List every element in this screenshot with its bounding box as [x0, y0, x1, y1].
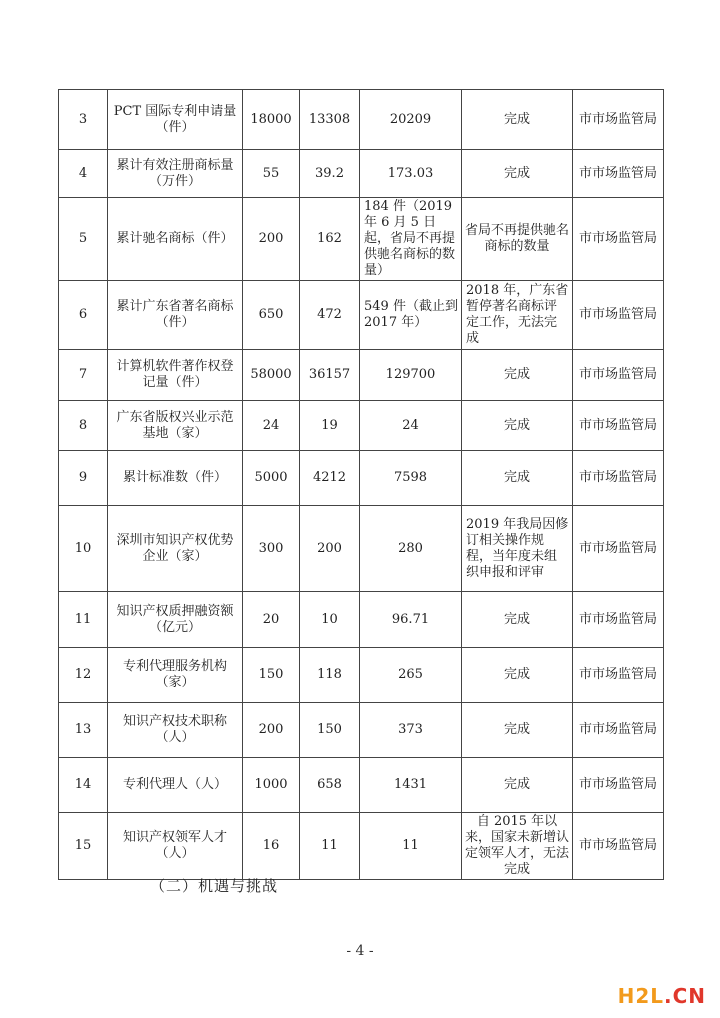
- target-value: 5000: [243, 451, 300, 506]
- table-row: [59, 401, 664, 451]
- base-value: 200: [300, 506, 360, 592]
- indicator-name: PCT 国际专利申请量（件）: [108, 90, 243, 150]
- base-value: 472: [300, 281, 360, 350]
- indicator-table: [58, 89, 664, 880]
- base-value: 118: [300, 648, 360, 703]
- actual-value: 24: [360, 401, 462, 451]
- completion-status: 完成: [462, 150, 573, 198]
- completion-status: 完成: [462, 592, 573, 648]
- responsible-dept: 市市场监管局: [573, 648, 664, 703]
- table-row: [59, 506, 664, 592]
- row-number: 6: [59, 281, 108, 350]
- table-row: [59, 281, 664, 350]
- responsible-dept: 市市场监管局: [573, 198, 664, 281]
- table-row: [59, 350, 664, 401]
- indicator-name: 深圳市知识产权优势企业（家）: [108, 506, 243, 592]
- base-value: 4212: [300, 451, 360, 506]
- indicator-name: 知识产权技术职称（人）: [108, 703, 243, 758]
- table-row: [59, 648, 664, 703]
- responsible-dept: 市市场监管局: [573, 350, 664, 401]
- target-value: 58000: [243, 350, 300, 401]
- row-number: 4: [59, 150, 108, 198]
- completion-status: 完成: [462, 648, 573, 703]
- indicator-name: 累计驰名商标（件）: [108, 198, 243, 281]
- actual-value: 7598: [360, 451, 462, 506]
- actual-value: 96.71: [360, 592, 462, 648]
- completion-status: 完成: [462, 401, 573, 451]
- responsible-dept: 市市场监管局: [573, 758, 664, 813]
- completion-status: 完成: [462, 350, 573, 401]
- completion-status: 完成: [462, 758, 573, 813]
- row-number: 9: [59, 451, 108, 506]
- indicator-name: 累计广东省著名商标（件）: [108, 281, 243, 350]
- site-watermark: [618, 984, 706, 1008]
- actual-value: 129700: [360, 350, 462, 401]
- table-row: [59, 758, 664, 813]
- actual-value: 265: [360, 648, 462, 703]
- row-number: 5: [59, 198, 108, 281]
- responsible-dept: 市市场监管局: [573, 281, 664, 350]
- completion-status: 省局不再提供驰名商标的数量: [462, 198, 573, 281]
- base-value: 36157: [300, 350, 360, 401]
- completion-status: 2018 年，广东省暂停著名商标评定工作，无法完成: [462, 281, 573, 350]
- indicator-name: 累计标准数（件）: [108, 451, 243, 506]
- target-value: 650: [243, 281, 300, 350]
- actual-value: 173.03: [360, 150, 462, 198]
- actual-value: 184 件（2019 年 6 月 5 日起，省局不再提供驰名商标的数量）: [360, 198, 462, 281]
- table-row: [59, 813, 664, 880]
- base-value: 10: [300, 592, 360, 648]
- watermark-part2: .CN: [663, 984, 706, 1008]
- table-row: [59, 592, 664, 648]
- row-number: 8: [59, 401, 108, 451]
- indicator-name: 广东省版权兴业示范基地（家）: [108, 401, 243, 451]
- target-value: 16: [243, 813, 300, 880]
- target-value: 200: [243, 198, 300, 281]
- completion-status: 完成: [462, 451, 573, 506]
- row-number: 13: [59, 703, 108, 758]
- target-value: 150: [243, 648, 300, 703]
- row-number: 12: [59, 648, 108, 703]
- base-value: 11: [300, 813, 360, 880]
- target-value: 55: [243, 150, 300, 198]
- table-row: [59, 703, 664, 758]
- row-number: 11: [59, 592, 108, 648]
- completion-status: 完成: [462, 90, 573, 150]
- completion-status: 完成: [462, 703, 573, 758]
- target-value: 1000: [243, 758, 300, 813]
- base-value: 150: [300, 703, 360, 758]
- table-row: [59, 90, 664, 150]
- base-value: 13308: [300, 90, 360, 150]
- actual-value: 549 件（截止到 2017 年）: [360, 281, 462, 350]
- actual-value: 1431: [360, 758, 462, 813]
- target-value: 24: [243, 401, 300, 451]
- table-row: [59, 451, 664, 506]
- indicator-name: 计算机软件著作权登记量（件）: [108, 350, 243, 401]
- row-number: 3: [59, 90, 108, 150]
- actual-value: 280: [360, 506, 462, 592]
- table-row: [59, 150, 664, 198]
- target-value: 18000: [243, 90, 300, 150]
- responsible-dept: 市市场监管局: [573, 703, 664, 758]
- row-number: 7: [59, 350, 108, 401]
- table-row: [59, 198, 664, 281]
- indicator-name: 累计有效注册商标量（万件）: [108, 150, 243, 198]
- row-number: 14: [59, 758, 108, 813]
- actual-value: 20209: [360, 90, 462, 150]
- page-number: - 4 -: [346, 943, 374, 959]
- responsible-dept: 市市场监管局: [573, 150, 664, 198]
- actual-value: 373: [360, 703, 462, 758]
- responsible-dept: 市市场监管局: [573, 90, 664, 150]
- base-value: 162: [300, 198, 360, 281]
- target-value: 20: [243, 592, 300, 648]
- indicator-name: 专利代理服务机构（家）: [108, 648, 243, 703]
- indicator-name: 专利代理人（人）: [108, 758, 243, 813]
- indicator-name: 知识产权领军人才（人）: [108, 813, 243, 880]
- base-value: 658: [300, 758, 360, 813]
- row-number: 15: [59, 813, 108, 880]
- responsible-dept: 市市场监管局: [573, 506, 664, 592]
- responsible-dept: 市市场监管局: [573, 401, 664, 451]
- target-value: 200: [243, 703, 300, 758]
- completion-status: 2019 年我局因修订相关操作规程，当年度未组织申报和评审: [462, 506, 573, 592]
- section-heading: （二）机遇与挑战: [150, 877, 279, 895]
- watermark-part1: H2L: [617, 984, 664, 1008]
- actual-value: 11: [360, 813, 462, 880]
- base-value: 19: [300, 401, 360, 451]
- completion-status: 自 2015 年以来，国家未新增认定领军人才，无法完成: [462, 813, 573, 880]
- target-value: 300: [243, 506, 300, 592]
- responsible-dept: 市市场监管局: [573, 592, 664, 648]
- responsible-dept: 市市场监管局: [573, 451, 664, 506]
- row-number: 10: [59, 506, 108, 592]
- indicator-name: 知识产权质押融资额（亿元）: [108, 592, 243, 648]
- base-value: 39.2: [300, 150, 360, 198]
- responsible-dept: 市市场监管局: [573, 813, 664, 880]
